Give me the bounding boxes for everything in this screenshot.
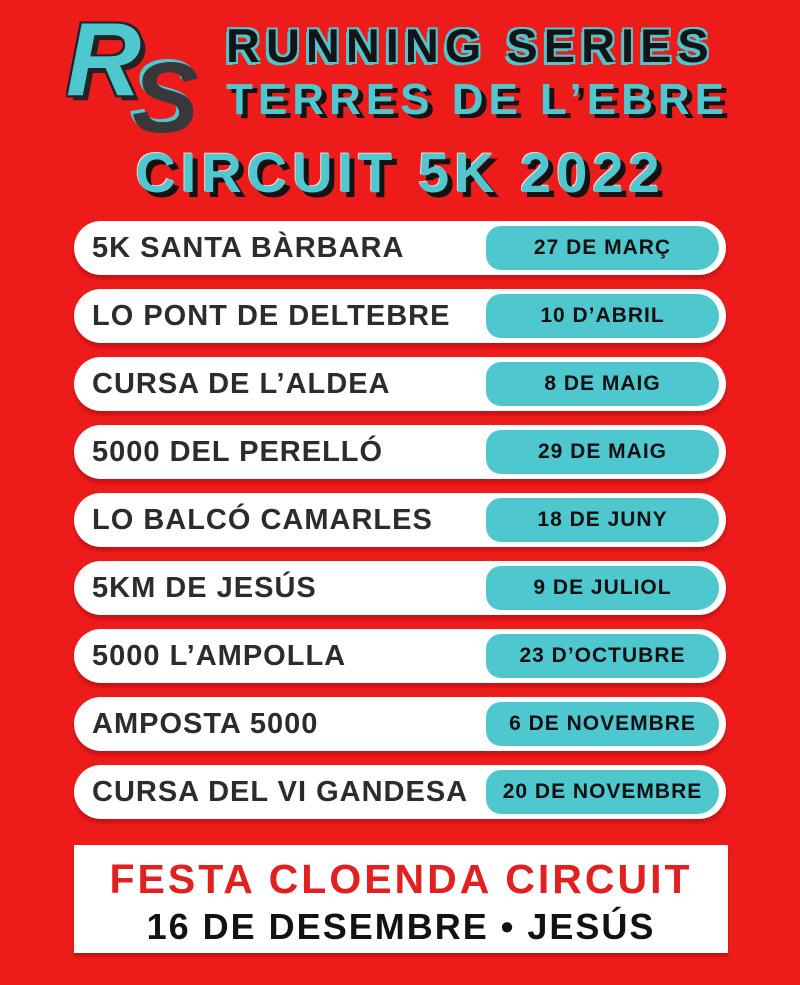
race-date-badge: 20 DE NOVEMBRE [486, 770, 719, 814]
race-row [74, 289, 726, 343]
race-name: CURSA DE L’ALDEA [92, 367, 391, 400]
race-row [74, 425, 726, 479]
poster-title: CIRCUIT 5K 2022 [135, 141, 665, 204]
race-row [74, 493, 726, 547]
race-row [74, 697, 726, 751]
closing-party-box [74, 845, 728, 953]
rs-logo [66, 2, 241, 154]
race-date-badge: 18 DE JUNY [486, 498, 719, 542]
race-date-badge: 23 D’OCTUBRE [486, 634, 719, 678]
header-terres-de-lebre: TERRES DE L’EBRE [226, 74, 729, 124]
race-row [74, 221, 726, 275]
race-date-badge: 10 D’ABRIL [486, 294, 719, 338]
race-list [74, 221, 726, 833]
race-row [74, 357, 726, 411]
race-date-badge: 8 DE MAIG [486, 362, 719, 406]
race-row [74, 561, 726, 615]
closing-party-date: 16 DE DESEMBRE • JESÚS [146, 906, 656, 947]
race-row [74, 629, 726, 683]
race-name: CURSA DEL VI GANDESA [92, 775, 469, 808]
race-name: 5KM DE JESÚS [92, 571, 317, 604]
logo-letter-s: S [132, 42, 199, 154]
race-name: 5000 L’AMPOLLA [92, 639, 347, 672]
race-date-badge: 29 DE MAIG [486, 430, 719, 474]
logo-letter-r: R [66, 2, 142, 118]
header-running-series: RUNNING SERIES [226, 19, 715, 72]
race-name: 5000 DEL PERELLÓ [92, 435, 384, 468]
race-name: LO PONT DE DELTEBRE [92, 299, 451, 332]
closing-party-title: FESTA CLOENDA CIRCUIT [109, 856, 693, 902]
header [226, 19, 729, 124]
race-name: 5K SANTA BÀRBARA [92, 231, 405, 264]
race-date-badge: 27 DE MARÇ [486, 226, 719, 270]
race-name: AMPOSTA 5000 [92, 707, 319, 740]
race-date-badge: 6 DE NOVEMBRE [486, 702, 719, 746]
race-date-badge: 9 DE JULIOL [486, 566, 719, 610]
race-name: LO BALCÓ CAMARLES [92, 503, 433, 536]
race-row [74, 765, 726, 819]
